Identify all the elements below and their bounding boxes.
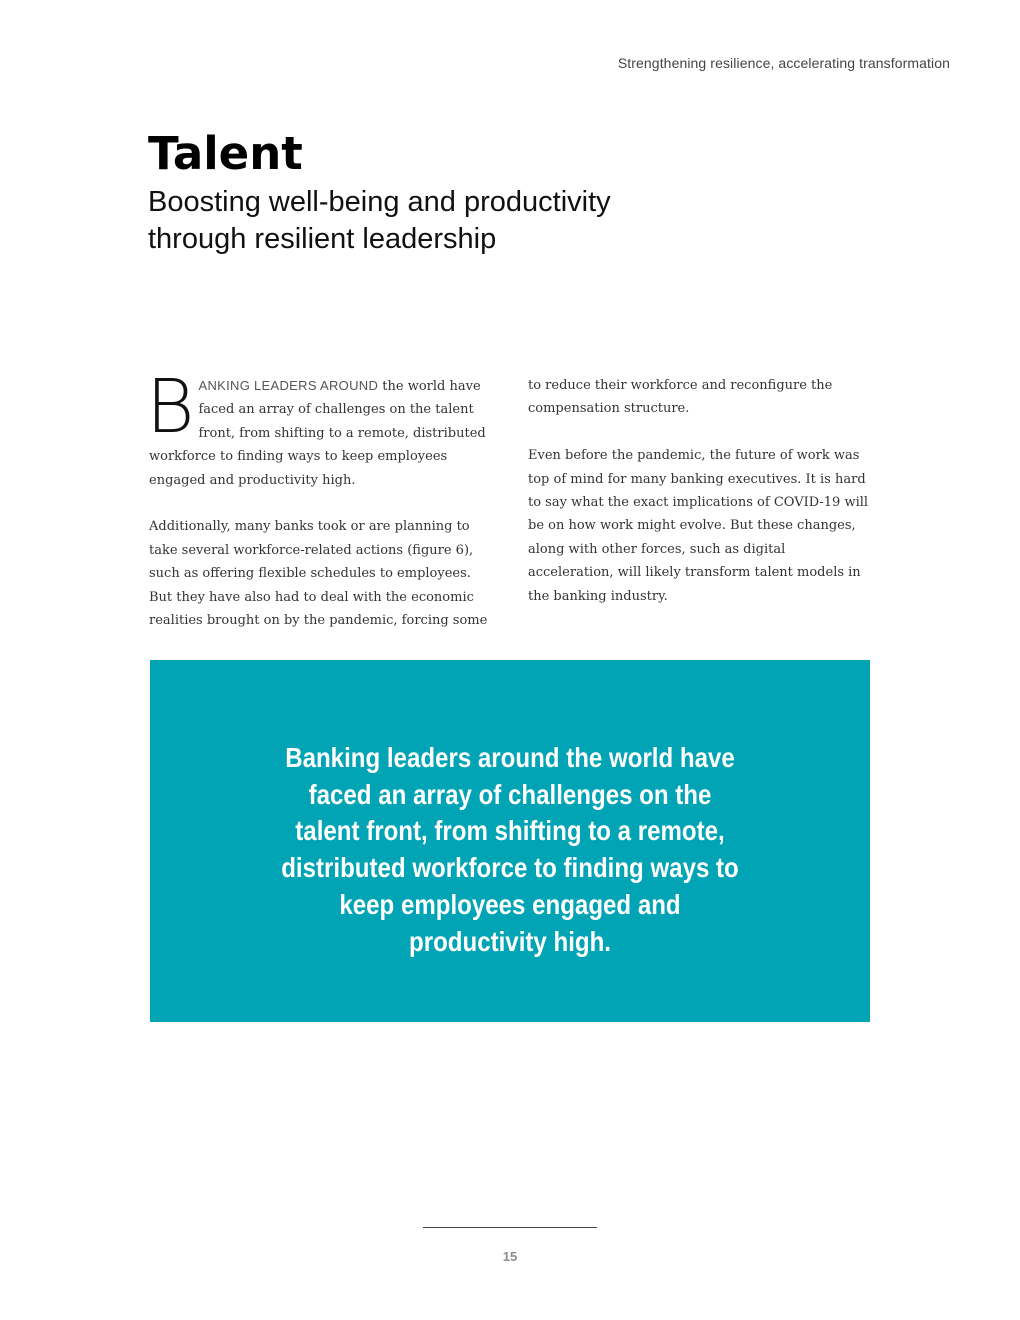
body-paragraph-1 (146, 364, 489, 492)
body-column-right (528, 374, 870, 631)
lead-in-small-caps: ANKING LEADERS AROUND (198, 378, 379, 393)
page-number: 15 (502, 1249, 518, 1264)
body-column-left (146, 364, 489, 656)
drop-cap: B (146, 364, 195, 450)
body-paragraph-2-part-2 (528, 374, 870, 421)
running-header: Strengthening resilience, accelerating transformation (617, 55, 950, 71)
pull-quote-text: Banking leaders around the world have faced an array of challenges on the talent front, from shifting to a remote, distributed workforce to finding ways to keep employees engaged and productivity high. (281, 742, 739, 957)
body-paragraph-2-text-part-2: to reduce their workforce and reconfigure the compensation structure. (528, 378, 833, 417)
body-paragraph-1-text: the world have faced an array of challenges on the talent front, from shifting to a remote, distributed workforce to finding ways to keep employees engaged and productivity high. (149, 379, 486, 488)
section-title: Talent (148, 127, 303, 180)
pull-quote-box (150, 660, 870, 1022)
body-paragraph-2-text-part-1: Additionally, many banks took or are planning to take several workforce-related actions (figure 6), such as offering flexible schedules to employees. But they have also had to deal with the economic realities brought on by the pandemic, forcing some (149, 519, 488, 629)
footer-divider (423, 1227, 597, 1228)
body-paragraph-2-part-1 (149, 515, 489, 632)
body-paragraph-3: Even before the pandemic, the future of work was top of mind for many banking executives. It is hard to say what the exact implications of COVID-19 will be on how work might evolve. But these changes, along with other forces, such as digital acceleration, will likely transform talent models in the banking industry. (528, 448, 869, 604)
section-subtitle: Boosting well-being and productivity through resilient leadership (148, 186, 611, 255)
